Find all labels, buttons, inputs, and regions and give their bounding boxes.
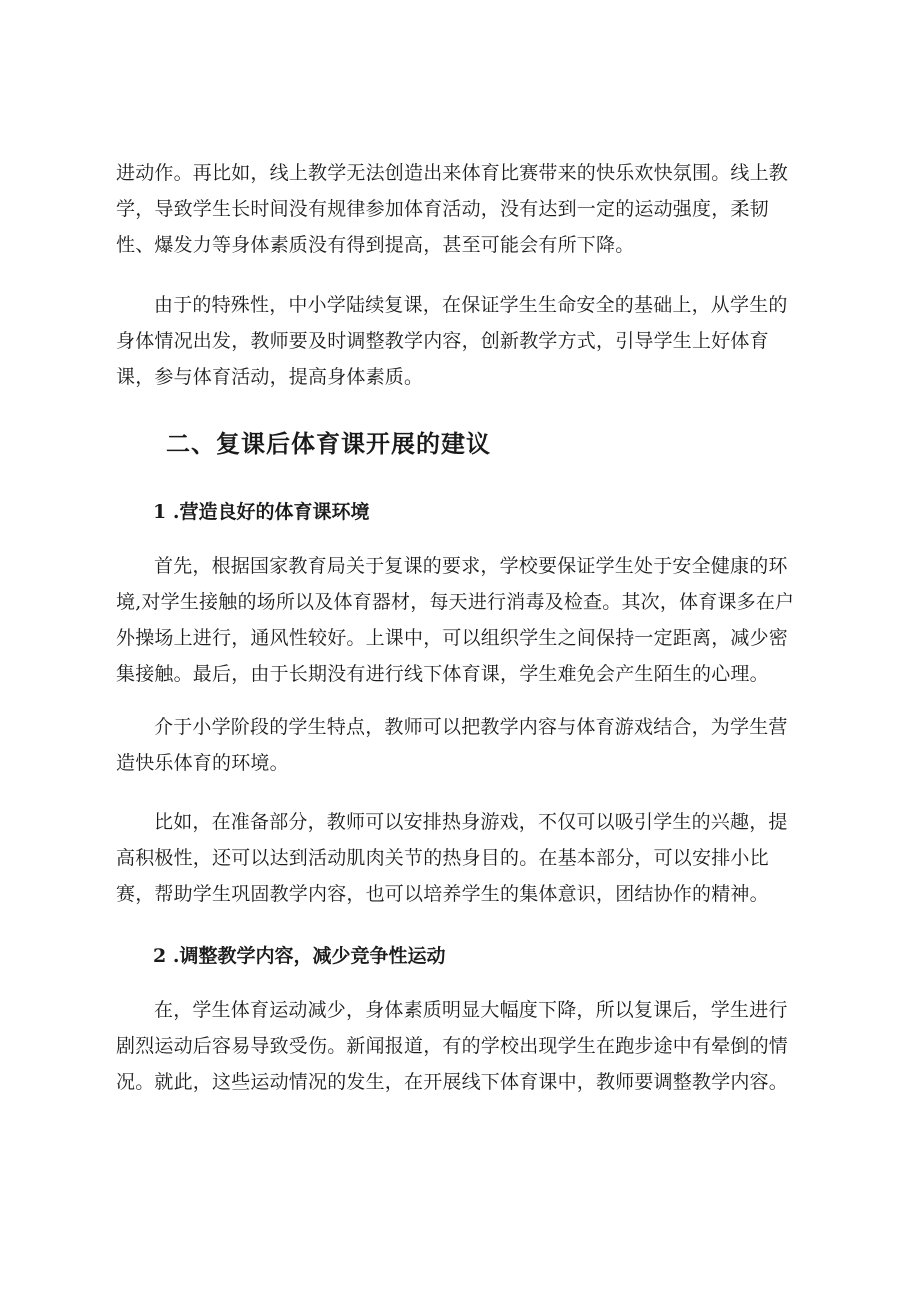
paragraph-example: 比如，在准备部分，教师可以安排热身游戏，不仅可以吸引学生的兴趣，提高积极性，还可以达到活动肌肉关节的热身目的。在基本部分，可以安排小比赛，帮助学生巩固教学内容，也可以培养学生的集体意识，团结协作的精神。 xyxy=(116,811,788,905)
paragraph-resumption-context: 由于的特殊性，中小学陆续复课，在保证学生生命安全的基础上，从学生的身体情况出发，教师要及时调整教学内容，创新教学方式，引导学生上好体育课，参与体育活动，提高身体素质。 xyxy=(116,294,788,388)
subheading-environment: 1 .营造良好的体育课环境 xyxy=(153,501,370,523)
paragraph-reduce-intensity: 在，学生体育运动减少，身体素质明显大幅度下降，所以复课后，学生进行剧烈运动后容易导致受伤。新闻报道，有的学校出现学生在跑步途中有晕倒的情况。就此，这些运动情况的发生，在开展线下体育课中，教师要调整教学内容。 xyxy=(116,999,789,1093)
paragraph-continuation: 进动作。再比如，线上教学无法创造出来体育比赛带来的快乐欢快氛围。线上教学，导致学生长时间没有规律参加体育活动，没有达到一定的运动强度，柔韧性、爆发力等身体素质没有得到提高，甚至可能会有所下降。 xyxy=(116,162,789,256)
paragraph-safety-measures: 首先，根据国家教育局关于复课的要求，学校要保证学生处于安全健康的环境,对学生接触的场所以及体育器材，每天进行消毒及检查。其次，体育课多在户外操场上进行，通风性较好。上课中，可以组织学生之间保持一定距离，减少密集接触。最后，由于长期没有进行线下体育课，学生难免会产生陌生的心理。 xyxy=(116,555,795,685)
paragraph-games: 介于小学阶段的学生特点，教师可以把教学内容与体育游戏结合，为学生营造快乐体育的环境。 xyxy=(116,716,788,774)
section-heading: 二、复课后体育课开展的建议 xyxy=(166,429,491,458)
subheading-adjust-content: 2 .调整教学内容，减少竞争性运动 xyxy=(153,945,446,967)
